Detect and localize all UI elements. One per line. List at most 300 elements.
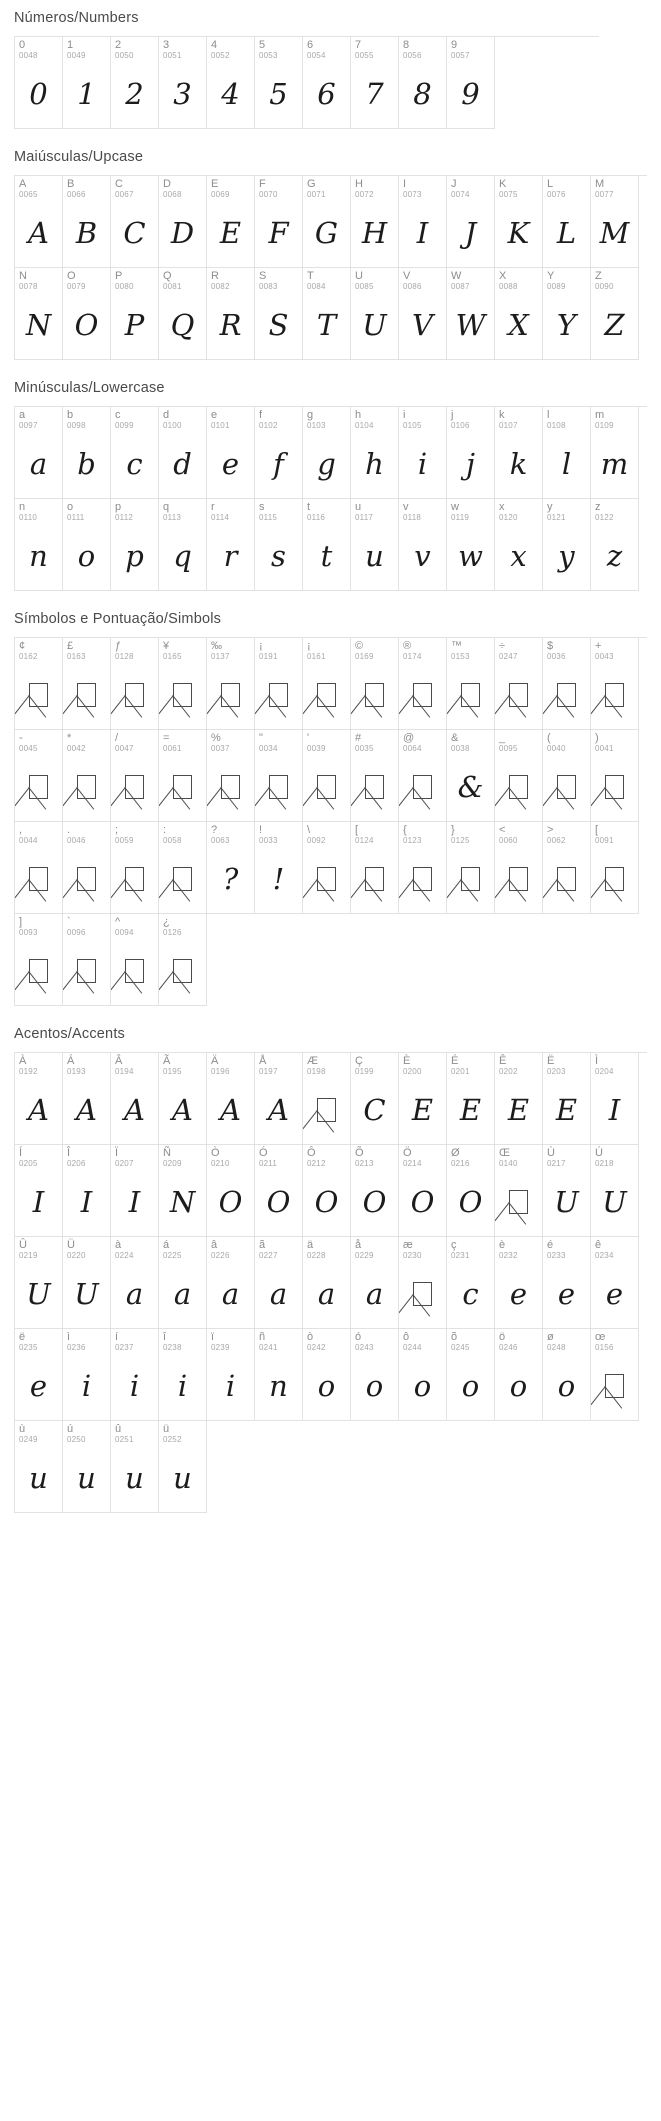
- glyph-code-label: 0194: [115, 1067, 134, 1076]
- missing-glyph-icon: [15, 848, 62, 910]
- glyph-render: 7: [365, 77, 384, 111]
- glyph-cell[interactable]: [159, 1329, 207, 1421]
- tofu-box-icon: [365, 683, 384, 707]
- glyph-cell[interactable]: [543, 1237, 591, 1329]
- glyph-cell[interactable]: [447, 37, 495, 129]
- glyph-cell[interactable]: [111, 407, 159, 499]
- glyph-render: a: [29, 447, 48, 481]
- glyph-code-label: 0051: [163, 51, 182, 60]
- glyph-cell[interactable]: [159, 638, 207, 730]
- glyph-character-label: å: [355, 1239, 362, 1251]
- glyph-render: u: [365, 539, 384, 573]
- glyph-code-label: 0193: [67, 1067, 86, 1076]
- glyph-character-label: *: [67, 732, 72, 744]
- glyph-cell[interactable]: [543, 407, 591, 499]
- glyph-cell[interactable]: [447, 822, 495, 914]
- glyph-cell[interactable]: [207, 822, 255, 914]
- glyph-cell[interactable]: [399, 1145, 447, 1237]
- glyph-cell[interactable]: [543, 176, 591, 268]
- glyph-character-label: 3: [163, 39, 170, 51]
- glyph-cell[interactable]: [303, 176, 351, 268]
- glyph-character-label: Ê: [499, 1055, 507, 1067]
- glyph-character-label: $: [547, 640, 554, 652]
- missing-glyph-icon: [207, 756, 254, 818]
- glyph-cell[interactable]: [591, 268, 639, 360]
- glyph-code-label: 0109: [595, 421, 614, 430]
- missing-glyph-icon: [15, 664, 62, 726]
- glyph-cell[interactable]: [447, 176, 495, 268]
- glyph-cell[interactable]: [351, 407, 399, 499]
- glyph-cell[interactable]: [63, 1145, 111, 1237]
- glyph-character-label: C: [115, 178, 123, 190]
- glyph-cell[interactable]: [159, 37, 207, 129]
- glyph-code-label: 0195: [163, 1067, 182, 1076]
- glyph-code-label: 0204: [595, 1067, 614, 1076]
- glyph-character-label: à: [115, 1239, 122, 1251]
- glyph-cell[interactable]: [63, 1329, 111, 1421]
- glyph-render: v: [414, 539, 431, 573]
- glyph-cell[interactable]: [63, 638, 111, 730]
- glyph-code-label: 0118: [403, 513, 422, 522]
- glyph-cell[interactable]: [63, 822, 111, 914]
- glyph-cell[interactable]: [591, 1237, 639, 1329]
- glyph-cell[interactable]: [351, 822, 399, 914]
- glyph-cell[interactable]: [543, 499, 591, 591]
- glyph-cell[interactable]: [495, 176, 543, 268]
- glyph-cell[interactable]: [351, 1145, 399, 1237]
- glyph-code-label: 0103: [307, 421, 326, 430]
- glyph-code-label: 0050: [115, 51, 134, 60]
- glyph-code-label: 0052: [211, 51, 230, 60]
- glyph-cell[interactable]: [303, 37, 351, 129]
- glyph-character-label: d: [163, 409, 170, 421]
- missing-glyph-icon: [591, 756, 638, 818]
- glyph-cell[interactable]: [207, 730, 255, 822]
- glyph-cell[interactable]: [255, 407, 303, 499]
- glyph-render: t: [320, 539, 333, 573]
- missing-glyph-icon: [543, 756, 590, 818]
- glyph-cell[interactable]: [351, 638, 399, 730]
- glyph-cell[interactable]: [495, 1145, 543, 1237]
- glyph-cell[interactable]: [207, 1145, 255, 1237]
- glyph-cell[interactable]: [207, 268, 255, 360]
- glyph-cell[interactable]: [351, 1237, 399, 1329]
- glyph-code-label: 0199: [355, 1067, 374, 1076]
- glyph-code-label: 0197: [259, 1067, 278, 1076]
- glyph-code-label: 0073: [403, 190, 422, 199]
- glyph-cell[interactable]: [159, 914, 207, 1006]
- glyph-cell[interactable]: [399, 1053, 447, 1145]
- glyph-cell[interactable]: [543, 638, 591, 730]
- glyph-code-label: 0206: [67, 1159, 86, 1168]
- glyph-cell[interactable]: [591, 176, 639, 268]
- glyph-cell[interactable]: [63, 1421, 111, 1513]
- glyph-cell[interactable]: [495, 1053, 543, 1145]
- glyph-cell[interactable]: [351, 176, 399, 268]
- glyph-code-label: 0033: [259, 836, 278, 845]
- section-title: Símbolos e Pontuação/Simbols: [14, 611, 222, 627]
- tofu-box-icon: [413, 867, 432, 891]
- glyph-cell[interactable]: [255, 37, 303, 129]
- glyph-cell[interactable]: [447, 1145, 495, 1237]
- glyph-code-label: 0225: [163, 1251, 182, 1260]
- glyph-code-label: 0121: [547, 513, 566, 522]
- glyph-cell[interactable]: [591, 407, 639, 499]
- glyph-cell[interactable]: [495, 407, 543, 499]
- glyph-cell[interactable]: [15, 638, 63, 730]
- glyph-render: X: [508, 308, 529, 342]
- glyph-cell[interactable]: [255, 268, 303, 360]
- glyph-render: U: [362, 308, 387, 342]
- glyph-code-label: 0156: [595, 1343, 614, 1352]
- glyph-character-label: ¡: [307, 640, 311, 652]
- glyph-cell[interactable]: [63, 176, 111, 268]
- glyph-character-label: %: [211, 732, 221, 744]
- glyph-code-label: 0192: [19, 1067, 38, 1076]
- glyph-render: e: [605, 1277, 624, 1311]
- glyph-character-label: 0: [19, 39, 26, 51]
- glyph-cell[interactable]: [399, 822, 447, 914]
- section-symbols: [0, 601, 661, 1006]
- glyph-character-label: q: [163, 501, 170, 513]
- tofu-box-icon: [77, 959, 96, 983]
- glyph-cell[interactable]: [351, 1053, 399, 1145]
- tofu-box-icon: [461, 867, 480, 891]
- glyph-character-label: À: [19, 1055, 27, 1067]
- glyph-cell[interactable]: [255, 1237, 303, 1329]
- glyph-cell[interactable]: [303, 730, 351, 822]
- glyph-character-label: {: [403, 824, 407, 836]
- glyph-render: U: [26, 1277, 51, 1311]
- glyph-code-label: 0066: [67, 190, 86, 199]
- glyph-cell[interactable]: [15, 176, 63, 268]
- glyph-cell[interactable]: [63, 1053, 111, 1145]
- glyph-code-label: 0083: [259, 282, 278, 291]
- glyph-cell[interactable]: [399, 638, 447, 730]
- glyph-cell[interactable]: [111, 1329, 159, 1421]
- glyph-cell[interactable]: [111, 37, 159, 129]
- glyph-cell[interactable]: [399, 37, 447, 129]
- glyph-cell[interactable]: [255, 1329, 303, 1421]
- missing-glyph-icon: [351, 664, 398, 726]
- glyph-character-label: 1: [67, 39, 74, 51]
- glyph-cell[interactable]: [543, 822, 591, 914]
- missing-glyph-icon: [303, 664, 350, 726]
- glyph-code-label: 0140: [499, 1159, 518, 1168]
- glyph-cell[interactable]: [303, 1145, 351, 1237]
- glyph-cell[interactable]: [255, 176, 303, 268]
- glyph-cell[interactable]: [15, 1237, 63, 1329]
- glyph-cell[interactable]: [399, 1237, 447, 1329]
- glyph-cell[interactable]: [63, 268, 111, 360]
- glyph-character-label: Œ: [499, 1147, 510, 1159]
- glyph-render: a: [173, 1277, 192, 1311]
- glyph-cell[interactable]: [159, 730, 207, 822]
- glyph-cell[interactable]: [15, 268, 63, 360]
- tofu-box-icon: [29, 683, 48, 707]
- glyph-character-label: ü: [163, 1423, 170, 1435]
- glyph-cell[interactable]: [255, 638, 303, 730]
- glyph-render: N: [169, 1185, 196, 1219]
- glyph-character-label: Y: [547, 270, 555, 282]
- glyph-cell[interactable]: [111, 1421, 159, 1513]
- glyph-cell[interactable]: [495, 268, 543, 360]
- tofu-box-icon: [509, 1190, 528, 1214]
- glyph-cell[interactable]: [591, 822, 639, 914]
- glyph-code-label: 0049: [67, 51, 86, 60]
- glyph-cell[interactable]: [447, 638, 495, 730]
- glyph-cell[interactable]: [399, 730, 447, 822]
- glyph-render: A: [28, 1093, 49, 1127]
- glyph-cell[interactable]: [207, 638, 255, 730]
- glyph-cell[interactable]: [303, 1237, 351, 1329]
- glyph-character-label: T: [307, 270, 314, 282]
- glyph-cell[interactable]: [15, 1053, 63, 1145]
- glyph-cell[interactable]: [495, 730, 543, 822]
- glyph-cell[interactable]: [111, 914, 159, 1006]
- glyph-cell[interactable]: [63, 1237, 111, 1329]
- glyph-render: I: [608, 1093, 621, 1127]
- glyph-cell[interactable]: [159, 822, 207, 914]
- glyph-code-label: 0235: [19, 1343, 38, 1352]
- glyph-cell[interactable]: [543, 268, 591, 360]
- glyph-code-label: 0088: [499, 282, 518, 291]
- glyph-cell[interactable]: [591, 499, 639, 591]
- tofu-box-icon: [29, 867, 48, 891]
- glyph-character-label: ä: [307, 1239, 314, 1251]
- glyph-code-label: 0053: [259, 51, 278, 60]
- glyph-character-label: U: [355, 270, 363, 282]
- glyph-cell[interactable]: [207, 499, 255, 591]
- glyph-code-label: 0169: [355, 652, 374, 661]
- glyph-cell[interactable]: [111, 822, 159, 914]
- glyph-cell[interactable]: [159, 176, 207, 268]
- glyph-character-label: p: [115, 501, 122, 513]
- glyph-cell[interactable]: [111, 1237, 159, 1329]
- glyph-cell[interactable]: [591, 638, 639, 730]
- glyph-cell[interactable]: [207, 407, 255, 499]
- tofu-box-icon: [365, 775, 384, 799]
- glyph-character-label: Ä: [211, 1055, 219, 1067]
- glyph-cell[interactable]: [111, 1145, 159, 1237]
- glyph-cell[interactable]: [15, 499, 63, 591]
- glyph-code-label: 0108: [547, 421, 566, 430]
- glyph-cell[interactable]: [303, 407, 351, 499]
- glyph-cell[interactable]: [351, 37, 399, 129]
- glyph-cell[interactable]: [303, 1329, 351, 1421]
- glyph-character-label: 8: [403, 39, 410, 51]
- glyph-cell[interactable]: [351, 730, 399, 822]
- glyph-code-label: 0056: [403, 51, 422, 60]
- glyph-cell[interactable]: [159, 1145, 207, 1237]
- glyph-cell[interactable]: [303, 499, 351, 591]
- glyph-cell[interactable]: [543, 1329, 591, 1421]
- glyph-cell[interactable]: [15, 730, 63, 822]
- glyph-code-label: 0123: [403, 836, 422, 845]
- glyph-cell[interactable]: [303, 638, 351, 730]
- glyph-character-label: Ô: [307, 1147, 316, 1159]
- glyph-cell[interactable]: [15, 1421, 63, 1513]
- glyph-character-label: g: [307, 409, 314, 421]
- glyph-render: C: [123, 216, 146, 250]
- glyph-character-label: c: [115, 409, 121, 421]
- tofu-box-icon: [605, 775, 624, 799]
- glyph-code-label: 0196: [211, 1067, 230, 1076]
- glyph-cell[interactable]: [543, 730, 591, 822]
- glyph-cell[interactable]: [447, 407, 495, 499]
- glyph-cell[interactable]: [399, 268, 447, 360]
- glyph-character-label: i: [403, 409, 406, 421]
- glyph-character-label: Æ: [307, 1055, 318, 1067]
- glyph-cell[interactable]: [15, 1145, 63, 1237]
- glyph-render: T: [316, 308, 337, 342]
- glyph-code-label: 0128: [115, 652, 134, 661]
- glyph-render: I: [80, 1185, 93, 1219]
- glyph-cell[interactable]: [159, 1053, 207, 1145]
- glyph-cell[interactable]: [495, 638, 543, 730]
- glyph-code-label: 0071: [307, 190, 326, 199]
- missing-glyph-icon: [63, 664, 110, 726]
- glyph-character-label: ;: [115, 824, 119, 836]
- glyph-cell[interactable]: [15, 822, 63, 914]
- glyph-character-label: Ã: [163, 1055, 171, 1067]
- glyph-cell[interactable]: [351, 499, 399, 591]
- tofu-box-icon: [509, 775, 528, 799]
- glyph-character-label: Ø: [451, 1147, 460, 1159]
- glyph-render: H: [361, 216, 388, 250]
- glyph-cell[interactable]: [111, 268, 159, 360]
- glyph-grid: [14, 1052, 647, 1513]
- glyph-character-label: &: [451, 732, 459, 744]
- glyph-cell[interactable]: [591, 1145, 639, 1237]
- missing-glyph-icon: [351, 756, 398, 818]
- missing-glyph-icon: [495, 1171, 542, 1233]
- glyph-render: O: [410, 1185, 435, 1219]
- glyph-cell[interactable]: [495, 499, 543, 591]
- glyph-cell[interactable]: [111, 499, 159, 591]
- glyph-code-label: 0119: [451, 513, 470, 522]
- glyph-cell[interactable]: [15, 1329, 63, 1421]
- glyph-cell[interactable]: [495, 822, 543, 914]
- glyph-cell[interactable]: [495, 1237, 543, 1329]
- glyph-cell[interactable]: [207, 37, 255, 129]
- glyph-cell[interactable]: [63, 914, 111, 1006]
- glyph-render: O: [74, 308, 99, 342]
- glyph-cell[interactable]: [591, 730, 639, 822]
- glyph-cell[interactable]: [447, 730, 495, 822]
- glyph-code-label: 0251: [115, 1435, 134, 1444]
- glyph-cell[interactable]: [399, 407, 447, 499]
- glyph-render: n: [269, 1369, 288, 1403]
- glyph-cell[interactable]: [303, 1053, 351, 1145]
- glyph-cell[interactable]: [447, 1053, 495, 1145]
- glyph-cell[interactable]: [63, 730, 111, 822]
- glyph-cell[interactable]: [399, 1329, 447, 1421]
- glyph-code-label: 0089: [547, 282, 566, 291]
- glyph-cell[interactable]: [63, 37, 111, 129]
- glyph-cell[interactable]: [111, 730, 159, 822]
- glyph-cell[interactable]: [303, 822, 351, 914]
- glyph-cell[interactable]: [159, 1237, 207, 1329]
- glyph-cell[interactable]: [255, 1145, 303, 1237]
- glyph-character-label: ì: [67, 1331, 71, 1343]
- glyph-render: e: [509, 1277, 528, 1311]
- glyph-cell[interactable]: [255, 822, 303, 914]
- glyph-cell[interactable]: [447, 268, 495, 360]
- missing-glyph-icon: [543, 848, 590, 910]
- glyph-cell[interactable]: [15, 407, 63, 499]
- glyph-cell[interactable]: [111, 176, 159, 268]
- glyph-cell[interactable]: [111, 638, 159, 730]
- glyph-cell[interactable]: [351, 268, 399, 360]
- glyph-cell[interactable]: [207, 1237, 255, 1329]
- glyph-cell[interactable]: [255, 499, 303, 591]
- missing-glyph-icon: [399, 1263, 446, 1325]
- glyph-cell[interactable]: [159, 407, 207, 499]
- glyph-cell[interactable]: [399, 499, 447, 591]
- glyph-code-label: 0048: [19, 51, 38, 60]
- glyph-cell[interactable]: [255, 730, 303, 822]
- glyph-character-label: î: [163, 1331, 167, 1343]
- glyph-cell[interactable]: [351, 1329, 399, 1421]
- glyph-character-label: u: [355, 501, 362, 513]
- glyph-cell[interactable]: [159, 1421, 207, 1513]
- glyph-character-label: !: [259, 824, 263, 836]
- glyph-cell[interactable]: [15, 914, 63, 1006]
- glyph-code-label: 0095: [499, 744, 518, 753]
- glyph-cell[interactable]: [159, 499, 207, 591]
- glyph-cell[interactable]: [591, 1053, 639, 1145]
- glyph-character-label: ô: [403, 1331, 410, 1343]
- glyph-cell[interactable]: [207, 176, 255, 268]
- glyph-code-label: 0081: [163, 282, 182, 291]
- glyph-cell[interactable]: [15, 37, 63, 129]
- glyph-grid: [14, 36, 599, 129]
- glyph-cell[interactable]: [495, 1329, 543, 1421]
- glyph-character-label: ): [595, 732, 599, 744]
- glyph-code-label: 0126: [163, 928, 182, 937]
- glyph-cell[interactable]: [543, 1145, 591, 1237]
- glyph-code-label: 0213: [355, 1159, 374, 1168]
- glyph-character-label: ": [259, 732, 263, 744]
- glyph-code-label: 0114: [211, 513, 230, 522]
- glyph-cell[interactable]: [591, 1329, 639, 1421]
- glyph-code-label: 0236: [67, 1343, 86, 1352]
- glyph-cell[interactable]: [399, 176, 447, 268]
- glyph-cell[interactable]: [447, 1329, 495, 1421]
- glyph-render: A: [268, 1093, 289, 1127]
- glyph-cell[interactable]: [159, 268, 207, 360]
- glyph-cell[interactable]: [303, 268, 351, 360]
- glyph-render: i: [177, 1369, 188, 1403]
- glyph-cell[interactable]: [255, 1053, 303, 1145]
- glyph-cell[interactable]: [447, 1237, 495, 1329]
- glyph-character-label: ï: [211, 1331, 215, 1343]
- glyph-cell[interactable]: [111, 1053, 159, 1145]
- glyph-cell[interactable]: [543, 1053, 591, 1145]
- glyph-cell[interactable]: [207, 1329, 255, 1421]
- glyph-code-label: 0079: [67, 282, 86, 291]
- glyph-cell[interactable]: [447, 499, 495, 591]
- glyph-character-label: õ: [451, 1331, 458, 1343]
- glyph-cell[interactable]: [63, 499, 111, 591]
- glyph-render: O: [458, 1185, 483, 1219]
- glyph-cell[interactable]: [63, 407, 111, 499]
- glyph-render: h: [365, 447, 384, 481]
- glyph-cell[interactable]: [207, 1053, 255, 1145]
- glyph-render: r: [223, 539, 238, 573]
- glyph-character-label: O: [67, 270, 76, 282]
